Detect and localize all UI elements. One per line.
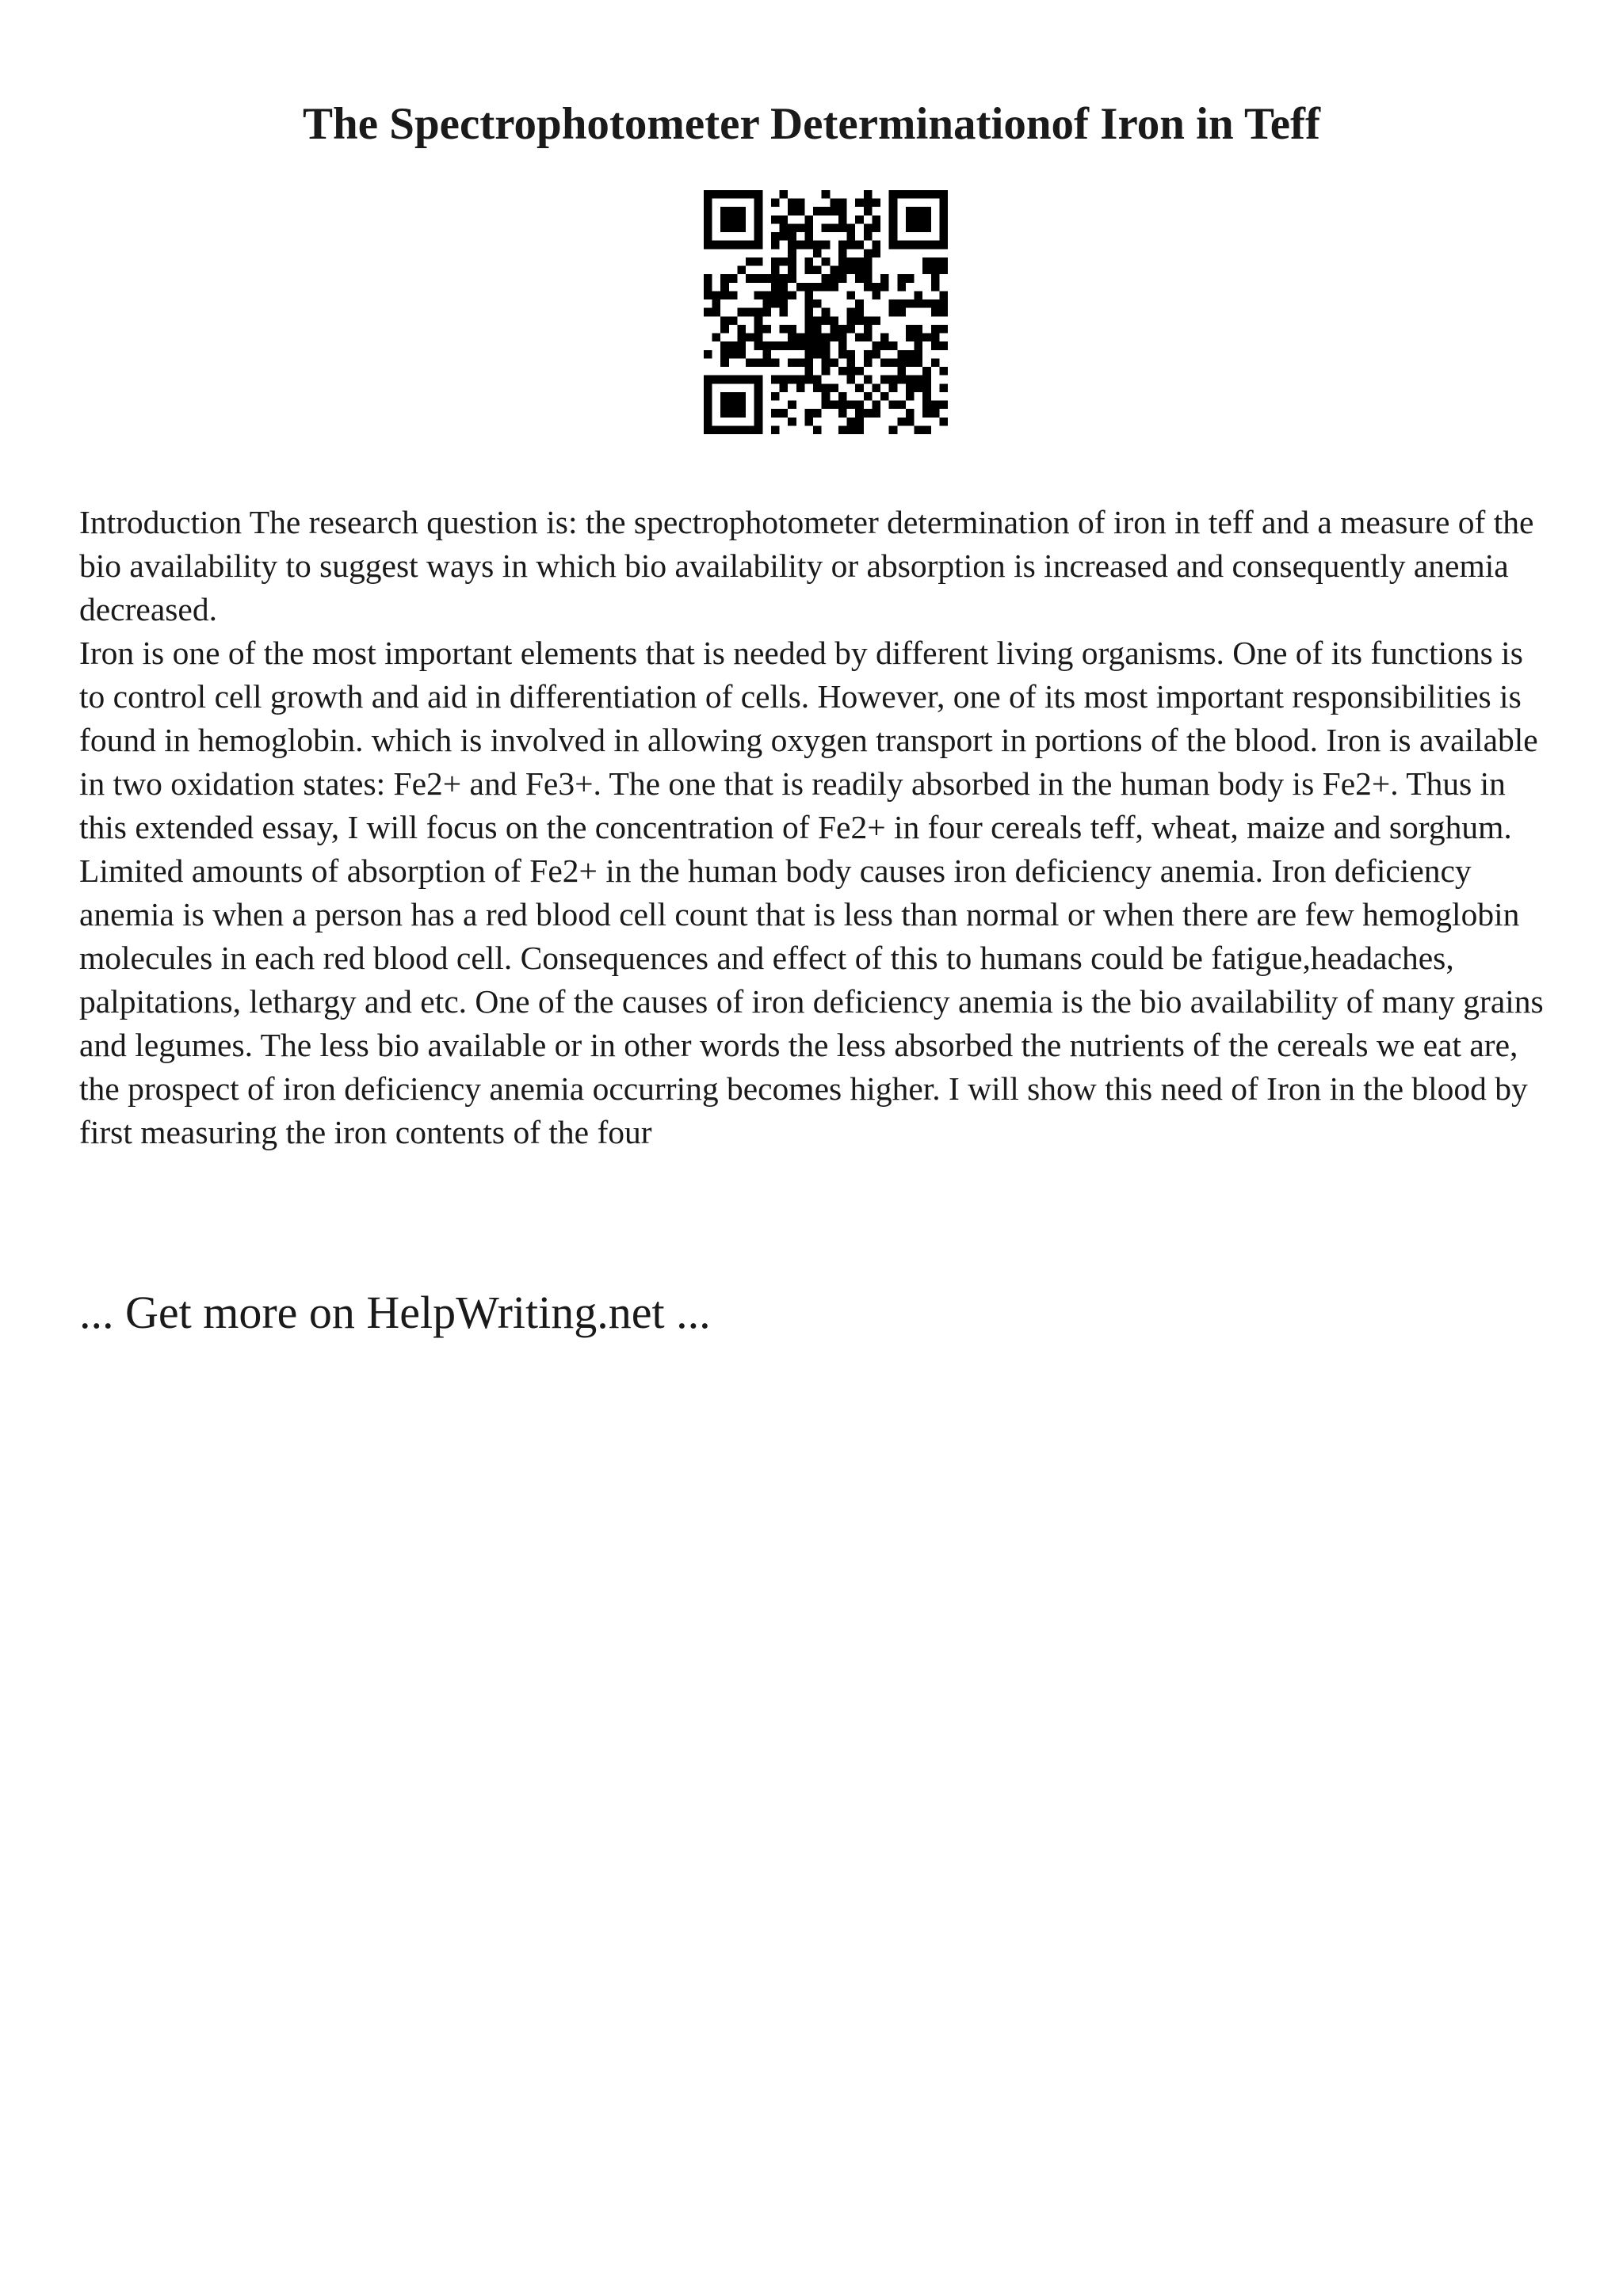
page-title: The Spectrophotometer Determinationof Iron in Teff bbox=[302, 99, 1320, 149]
essay-body bbox=[79, 501, 1553, 1154]
paragraph-introduction: Introduction The research question is: the spectrophotometer determination of iron in teff and a measure of the bio availability to suggest ways in which bio availability or absorption is increased and consequently anemia decreased. bbox=[79, 504, 1534, 627]
qr-code-icon[interactable] bbox=[704, 190, 948, 434]
get-more-link[interactable]: ... Get more on HelpWriting.net ... bbox=[79, 1287, 711, 1338]
paragraph-iron: Iron is one of the most important elements that is needed by different living organisms. One of its functions is to control cell growth and aid in differentiation of cells. However, one of its most important responsibilities is found in hemoglobin. which is involved in allowing oxygen transport in portions of the blood. Iron is available in two oxidation states: Fe2+ and Fe3+. The one that is readily absorbed in the human body is Fe2+. Thus in this extended essay, I will focus on the concentration of Fe2+ in four cereals teff, wheat, maize and sorghum. Limited amounts of absorption of Fe2+ in the human body causes iron deficiency anemia. Iron deficiency anemia is when a person has a red blood cell count that is less than normal or when there are few hemoglobin molecules in each red blood cell. Consequences and effect of this to humans could be fatigue,headaches, palpitations, lethargy and etc. One of the causes of iron deficiency anemia is the bio availability of many grains and legumes. The less bio available or in other words the less absorbed the nutrients of the cereals we eat are, the prospect of iron deficiency anemia occurring becomes higher. I will show this need of Iron in the blood by first measuring the iron contents of the four bbox=[79, 635, 1544, 1150]
